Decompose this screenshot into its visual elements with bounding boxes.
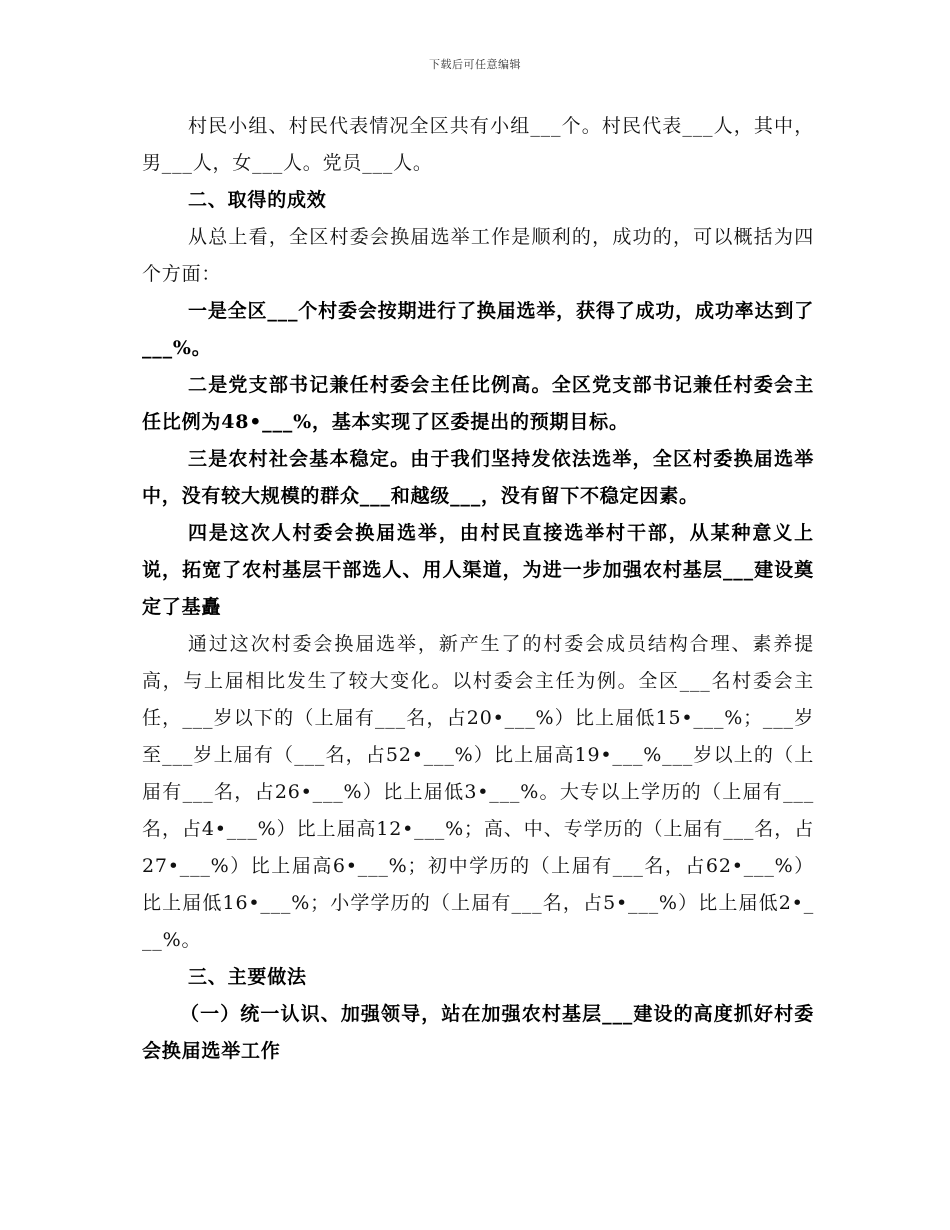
subsection-heading-unified-understanding: （一）统一认识、加强领导，站在加强农村基层___建设的高度抓好村委会换届选举工作 xyxy=(142,1003,814,1062)
paragraph-point-one: 一是全区___个村委会按期进行了换届选举，获得了成功，成功率达到了___%。 xyxy=(142,300,814,359)
section-heading-main-practices: 三、主要做法 xyxy=(188,966,307,988)
header-note: 下载后可任意编辑 xyxy=(429,58,521,71)
paragraph-point-two: 二是党支部书记兼任村委会主任比例高。全区党支部书记兼任村委会主任比例为48•___%，基本实现了区委提出的预期目标。 xyxy=(142,374,814,433)
paragraph-village-groups: 村民小组、村民代表情况全区共有小组___个。村民代表___人，其中，男___人，女___人。党员___人。 xyxy=(142,115,814,174)
paragraph-structure-statistics: 通过这次村委会换届选举，新产生了的村委会成员结构合理、素养提高，与上届相比发生了较大变化。以村委会主任为例。全区___名村委会主任，___岁以下的（上届有___名，占20•___%）比上届低15•___%；___岁至___岁上届有（___名，占52•___%）比上届高19•___%___岁以上的（上届有___名，占26•___%）比上届低3•___%。大专以上学历的（上届有___名，占4•___%）比上届高12•___%；高、中、专学历的（上届有___名，占27•___%）比上届高6•___%；初中学历的（上届有___名，占62•___%）比上届低16•___%；小学学历的（上届有___名，占5•___%）比上届低2•___%。 xyxy=(142,633,814,951)
paragraph-point-three: 三是农村社会基本稳定。由于我们坚持发依法选举，全区村委换届选举中，没有较大规模的群众___和越级___，没有留下不稳定因素。 xyxy=(142,448,814,507)
paragraph-overview: 从总上看，全区村委会换届选举工作是顺利的，成功的，可以概括为四个方面： xyxy=(142,226,814,285)
paragraph-point-four: 四是这次人村委会换届选举，由村民直接选举村干部，从某种意义上说，拓宽了农村基层干部选人、用人渠道，为进一步加强农村基层___建设奠定了基矗 xyxy=(142,522,814,618)
document-body xyxy=(142,108,814,1070)
section-heading-achievements: 二、取得的成效 xyxy=(188,189,327,211)
